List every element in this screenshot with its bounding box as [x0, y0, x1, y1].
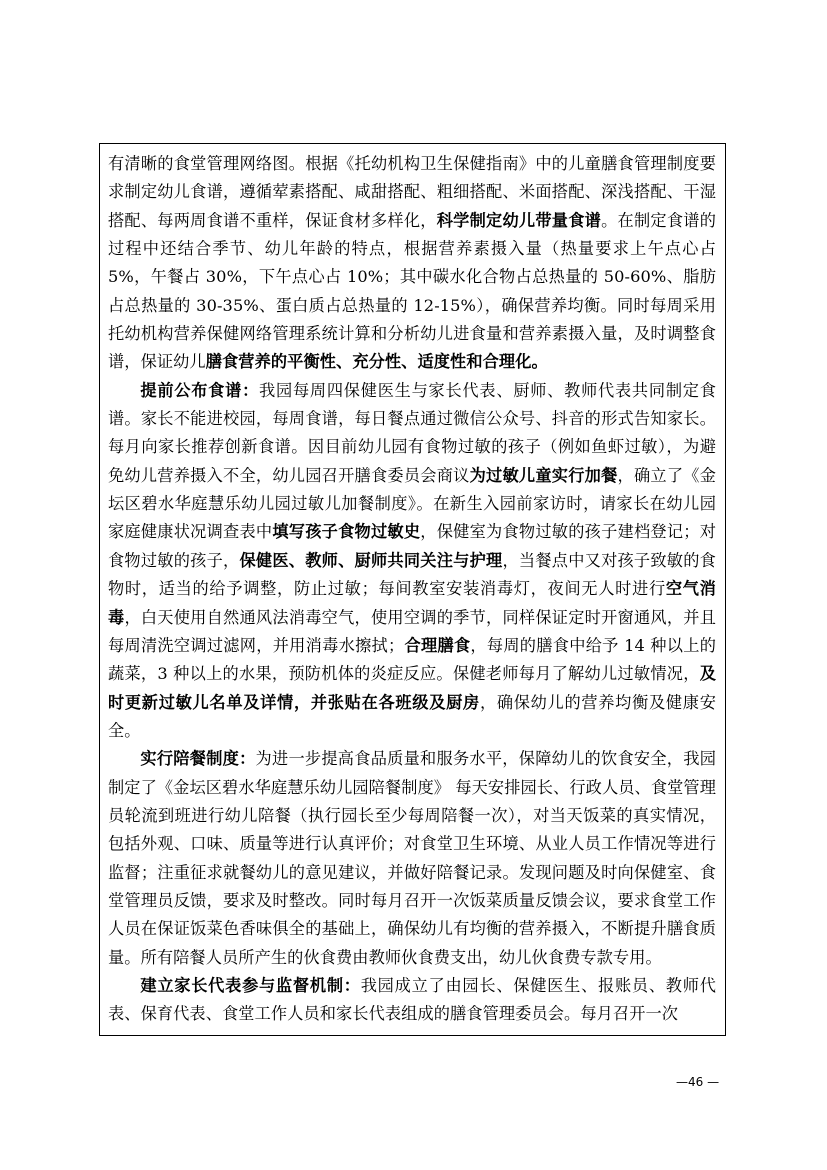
- text-run: ，确保幼儿的营养均衡及健康安全。: [108, 692, 716, 740]
- text-run: 我园成立了由园长、保健医生、报账员、教师代表、保育代表、食堂工作人员和家长代表组成的膳食管理委员会。每月召开一次: [108, 975, 716, 1024]
- text-run: 。在制定食谱的过程中还结合季节、幼儿年龄的特点，根据营养素摄入量（热量要求上午点心占 5%，午餐占 30%，下午点心占 10%；其中碳水化合物占总热量的 50-60%、脂肪占总热量的 30-35%、蛋白质占总热量的 12-15%），确保营养均衡。同时每周采用托幼机构营养保健网络管理系统计算和分析幼儿进食量和营养素摄入量，及时调整食谱，保证幼儿: [108, 210, 717, 372]
- bold-text: 及时更新过敏儿名单及详情，并张贴在各班级及厨房: [108, 664, 716, 712]
- paragraph: [108, 745, 716, 972]
- bold-text: 合理膳食: [404, 635, 471, 655]
- page-number: —46 —: [676, 1075, 720, 1089]
- paragraph: [108, 972, 716, 1029]
- text-run: 我园每周四保健医生与家长代表、厨师、教师代表共同制定食谱。家长不能进校园，每周食谱，每日餐点通过微信公众号、抖音的形式告知家长。每月向家长推荐创新食谱。因目前幼儿园有食物过敏的孩子（例如鱼虾过敏），为避免幼儿营养摄入不全，幼儿园召开膳食委员会商议: [108, 380, 717, 485]
- bold-text: 提前公布食谱：: [140, 380, 260, 400]
- text-run: ，每周的膳食中给予 14 种以上的蔬菜，3 种以上的水果，预防机体的炎症反应。保健老师每月了解幼儿过敏情况，: [108, 635, 716, 684]
- text-run: ，确立了《金坛区碧水华庭慧乐幼儿园过敏儿加餐制度》。在新生入园前家访时，请家长在幼儿园家庭健康状况调查表中: [108, 465, 716, 542]
- text-run: 为进一步提高食品质量和服务水平，保障幼儿的饮食安全，我园制定了《金坛区碧水华庭慧乐幼儿园陪餐制度》 每天安排园长、行政人员、食堂管理员轮流到班进行幼儿陪餐（执行园长至少每周陪餐一次），对当天饭菜的真实情况，包括外观、口味、质量等进行认真评价；对食堂卫生环境、从业人员工作情况等进行监督；注重征求就餐幼儿的意见建议，并做好陪餐记录。发现问题及时向保健室、食堂管理员反馈，要求及时整改。同时每月召开一次饭菜质量反馈会议，要求食堂工作人员在保证饭菜色香味俱全的基础上，确保幼儿有均衡的营养摄入，不断提升膳食质量。所有陪餐人员所产生的伙食费由教师伙食费支出，幼儿伙食费专款专用。: [108, 749, 716, 967]
- bold-text: 膳食营养的平衡性、充分性、适度性和合理化。: [205, 352, 548, 372]
- bold-text: 实行陪餐制度：: [140, 749, 256, 769]
- text-run: ，当餐点中又对孩子致敏的食物时，适当的给予调整，防止过敏；每间教室安装消毒灯，夜间无人时进行: [108, 550, 716, 599]
- paragraph: [108, 150, 716, 377]
- text-run: ，白天使用自然通风法消毒空气，使用空调的季节，同样保证定时开窗通风，并且每周清洗空调过滤网，并用消毒水擦拭；: [108, 607, 716, 655]
- bold-text: 保健医、教师、厨师共同关注与护理: [239, 550, 503, 570]
- bold-text: 为过敏儿童实行加餐: [469, 465, 618, 485]
- bold-text: 空气消毒: [108, 579, 716, 627]
- text-run: ，保健室为食物过敏的孩子建档登记；对食物过敏的孩子，: [108, 522, 716, 570]
- bold-text: 科学制定幼儿带量食谱: [436, 210, 602, 230]
- bold-text: 填写孩子食物过敏史: [272, 522, 421, 542]
- text-run: 有清晰的食堂管理网络图。根据《托幼机构卫生保健指南》中的儿童膳食管理制度要求制定幼儿食谱，遵循荤素搭配、咸甜搭配、粗细搭配、米面搭配、深浅搭配、干湿搭配、每两周食谱不重样，保证食材多样化，: [108, 154, 716, 230]
- document-body: [108, 150, 716, 1029]
- bold-text: 建立家长代表参与监督机制：: [140, 975, 361, 995]
- text-frame: [99, 143, 726, 1036]
- paragraph: [108, 377, 716, 745]
